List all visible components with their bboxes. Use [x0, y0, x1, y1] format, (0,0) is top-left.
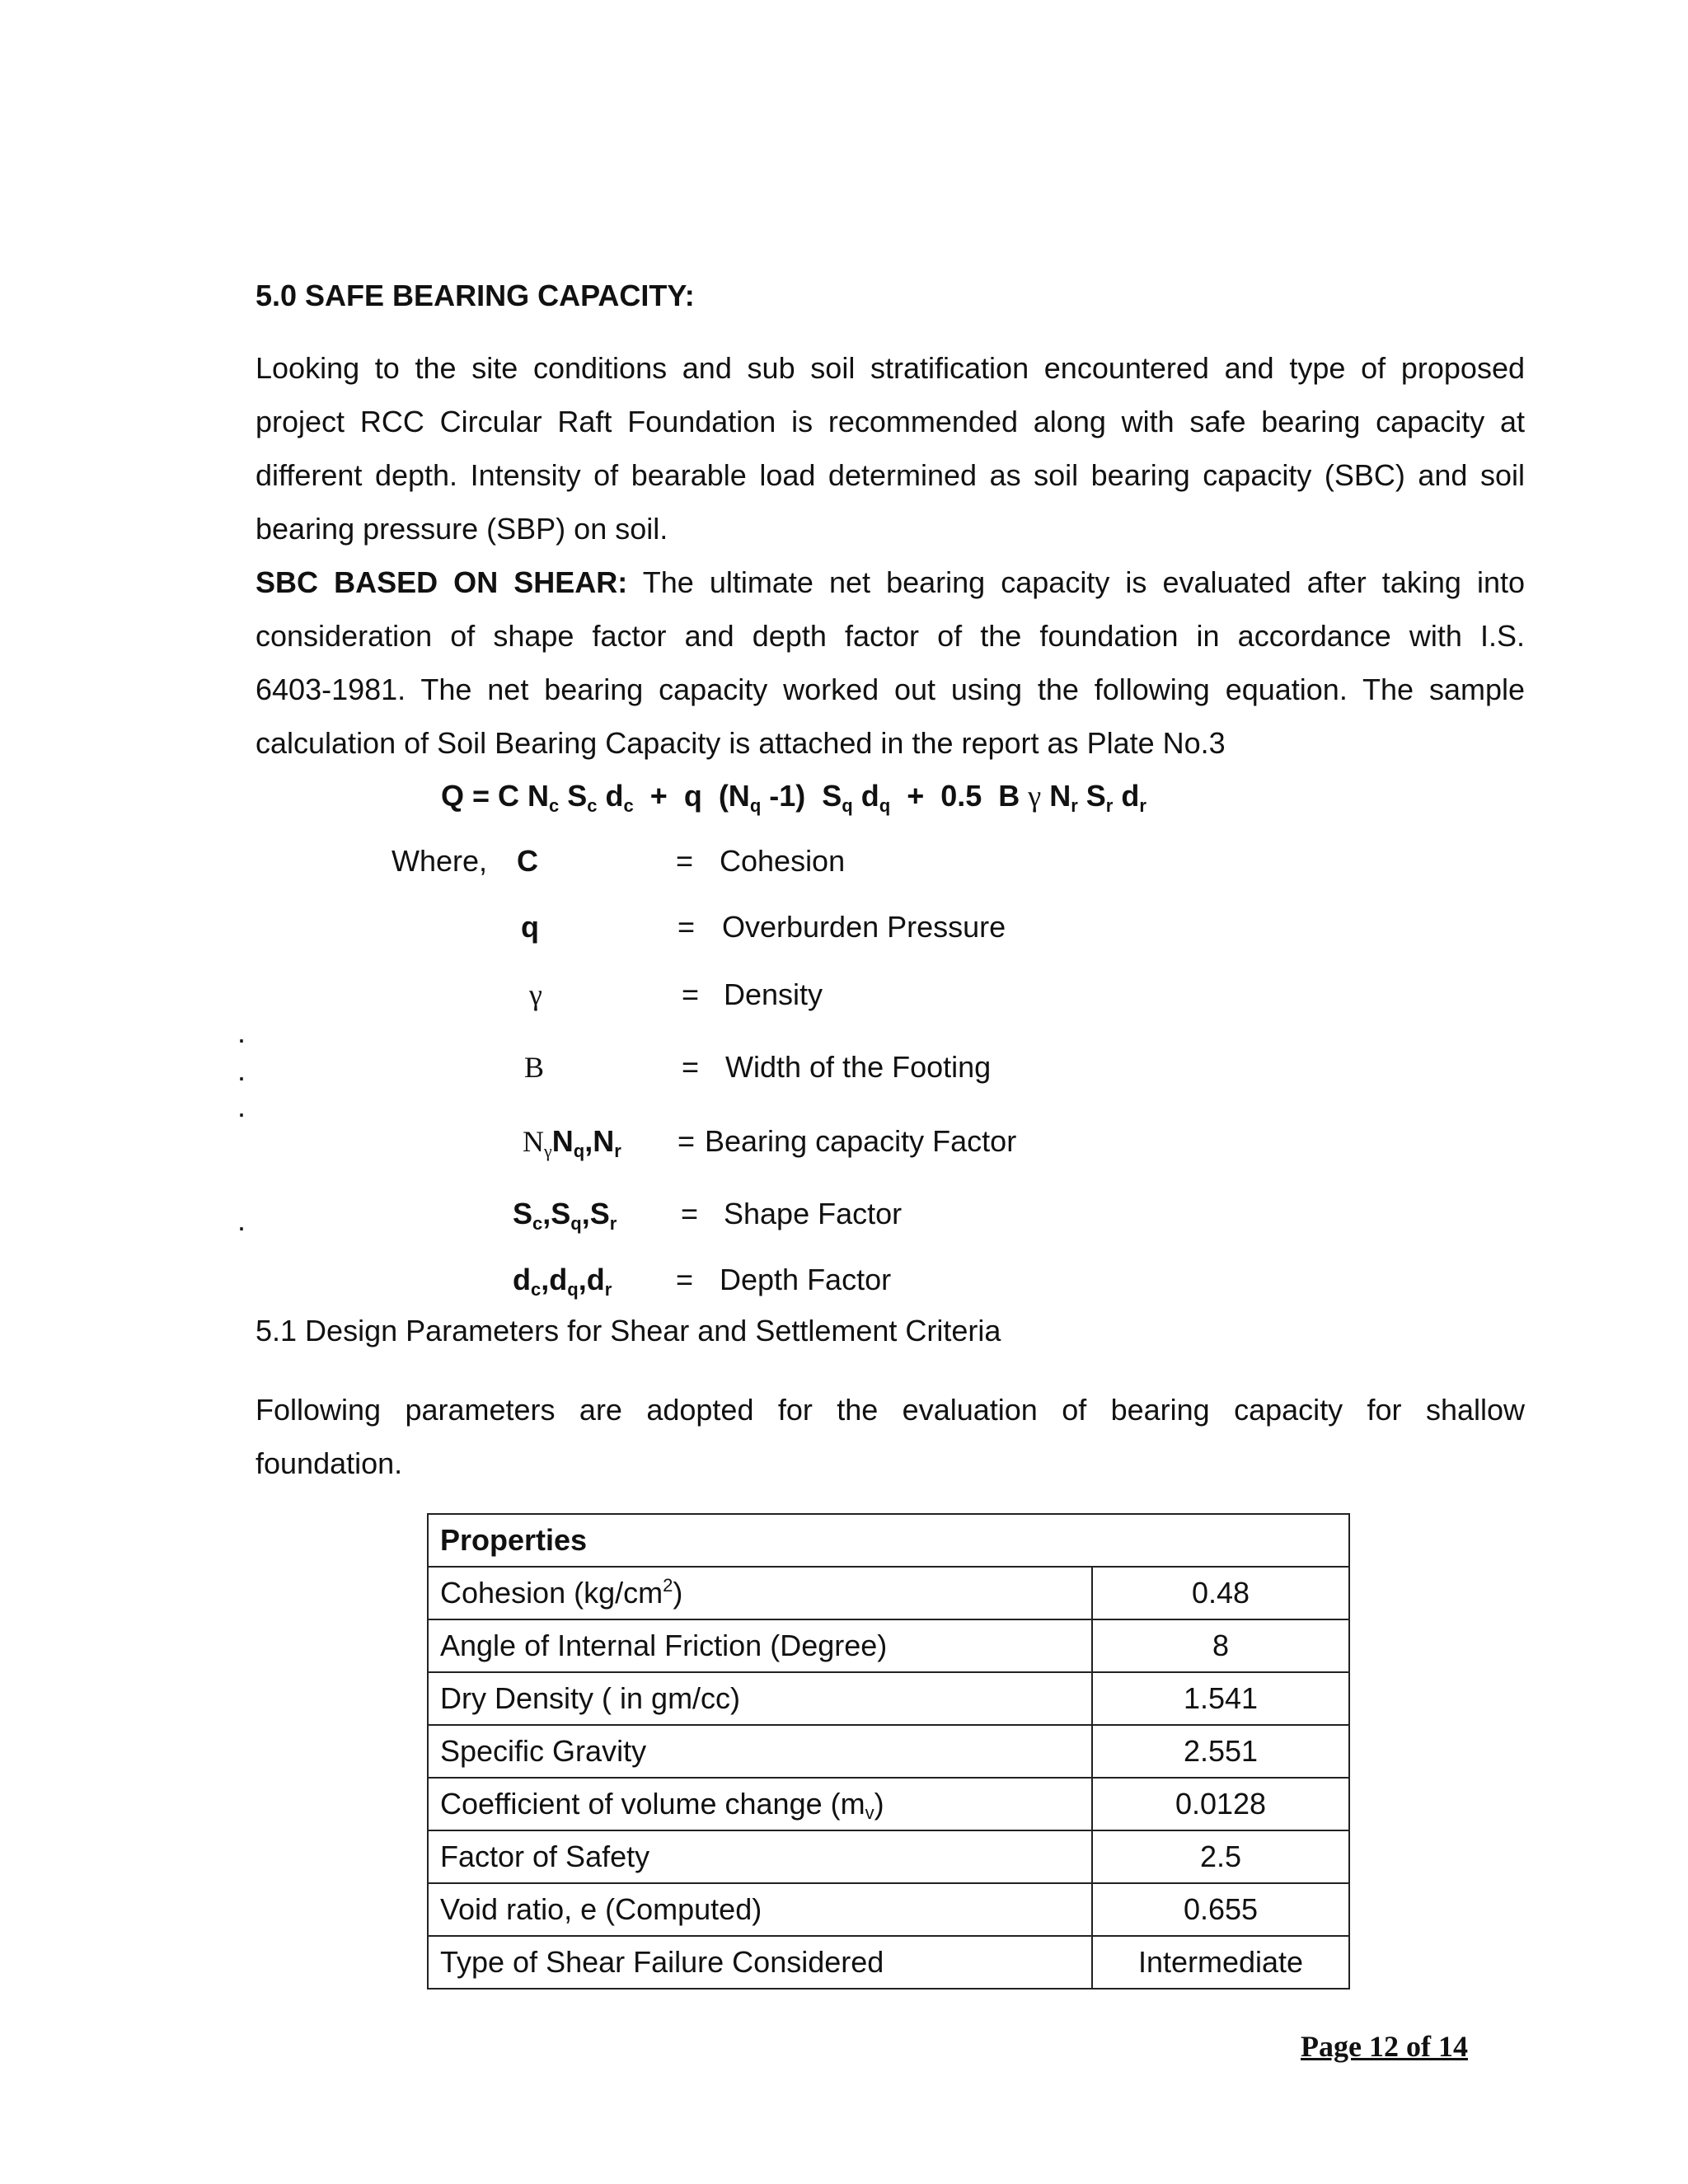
def-cohesion: Cohesion [720, 844, 846, 878]
stray-dot: . [237, 1203, 246, 1237]
equals-sign: = [678, 910, 696, 944]
paragraph-line: 6403-1981. The net bearing capacity worked out using the following equation. The sample [256, 673, 1525, 706]
property-label: Coefficient of volume change $(m_v)$ [428, 1778, 1092, 1830]
paragraph-line: calculation of Soil Bearing Capacity is attached in the report as Plate No.3 [256, 726, 1226, 760]
paragraph-line: consideration of shape factor and depth factor of the foundation in accordance with I.S. [256, 619, 1525, 653]
paragraph-line: different depth. Intensity of bearable load determined as soil bearing capacity (SBC) and soil [256, 458, 1525, 492]
page-number: Page 12 of 14 [1301, 2030, 1468, 2063]
equals-sign: = [678, 1124, 696, 1158]
property-label: Type of Shear Failure Considered [428, 1936, 1092, 1989]
intro-paragraph [256, 341, 1525, 555]
property-value: 8 [1092, 1619, 1349, 1672]
property-value: 2.551 [1092, 1725, 1349, 1778]
paragraph-line: Looking to the site conditions and sub soil stratification encountered and type of proposed [256, 351, 1525, 385]
symbol-gamma: γ [529, 978, 542, 1011]
def-depth-factor: Depth Factor [720, 1263, 892, 1296]
properties-table [427, 1513, 1350, 1990]
property-value: 2.5 [1092, 1830, 1349, 1883]
symbol-c: C [517, 844, 538, 878]
symbol-d-factors: $d_c,d_q,d_r$ [513, 1263, 612, 1300]
table-row [428, 1619, 1349, 1672]
property-value: 0.48 [1092, 1567, 1349, 1619]
property-label: Specific Gravity [428, 1725, 1092, 1778]
equals-sign: = [676, 1263, 694, 1296]
shear-text: The ultimate net bearing capacity is evaluated after taking into [642, 565, 1525, 599]
table-row [428, 1778, 1349, 1830]
shear-paragraph [256, 555, 1525, 770]
equals-sign: = [676, 844, 694, 878]
paragraph-line [256, 555, 1525, 609]
property-value: 1.541 [1092, 1672, 1349, 1725]
def-shape-factor: Shape Factor [724, 1197, 903, 1230]
symbol-q: q [521, 910, 539, 944]
table-row [428, 1567, 1349, 1619]
shear-label: SBC BASED ON SHEAR: [256, 565, 628, 599]
table-row [428, 1830, 1349, 1883]
subsection-intro [256, 1383, 1525, 1490]
stray-dot: . [237, 1015, 246, 1049]
stray-dot: . [237, 1090, 246, 1123]
def-overburden: Overburden Pressure [722, 910, 1006, 944]
bearing-capacity-equation: Q = C $N_c$ $S_c$ $d_c + q$ ($N_q$ -1) $S_q$ $d_q + 0.5$ B γ $N_r$ $S_r$ $d_r$ [441, 779, 1146, 816]
table-header: Properties [428, 1514, 1349, 1567]
paragraph-line: bearing pressure (SBP) on soil. [256, 512, 668, 546]
property-label: Cohesion $(kg/cm^2)$ [428, 1567, 1092, 1619]
table-row [428, 1725, 1349, 1778]
property-value: 0.655 [1092, 1883, 1349, 1936]
symbol-b: B [524, 1051, 545, 1084]
property-label: Factor of Safety [428, 1830, 1092, 1883]
subsection-title: 5.1 Design Parameters for Shear and Settlement Criteria [256, 1314, 1001, 1347]
def-bearing-factor: Bearing capacity Factor [705, 1124, 1017, 1158]
paragraph-line: project RCC Circular Raft Foundation is recommended along with safe bearing capacity at [256, 405, 1525, 438]
section-heading: 5.0 SAFE BEARING CAPACITY: [256, 279, 695, 312]
equals-sign: = [682, 977, 700, 1011]
property-label: Dry Density ( in gm/cc) [428, 1672, 1092, 1725]
property-label: Void ratio, e (Computed) [428, 1883, 1092, 1936]
where-label: Where, [392, 844, 488, 878]
property-value: Intermediate [1092, 1936, 1349, 1989]
property-label: Angle of Internal Friction (Degree) [428, 1619, 1092, 1672]
def-width: Width of the Footing [725, 1050, 992, 1084]
property-value: 0.0128 [1092, 1778, 1349, 1830]
table-row [428, 1672, 1349, 1725]
stray-dot: . [237, 1053, 246, 1087]
symbol-n-factors: $N_\gamma N_q,N_r$ [523, 1124, 621, 1161]
paragraph-line: Following parameters are adopted for the evaluation of bearing capacity for shallow [256, 1393, 1525, 1427]
table-header-row [428, 1514, 1349, 1567]
equals-sign: = [681, 1197, 699, 1230]
table-row [428, 1936, 1349, 1989]
symbol-s-factors: $S_c,S_q,S_r$ [513, 1197, 617, 1234]
paragraph-line: foundation. [256, 1446, 403, 1480]
equals-sign: = [682, 1050, 700, 1084]
table-row [428, 1883, 1349, 1936]
def-density: Density [724, 977, 823, 1011]
